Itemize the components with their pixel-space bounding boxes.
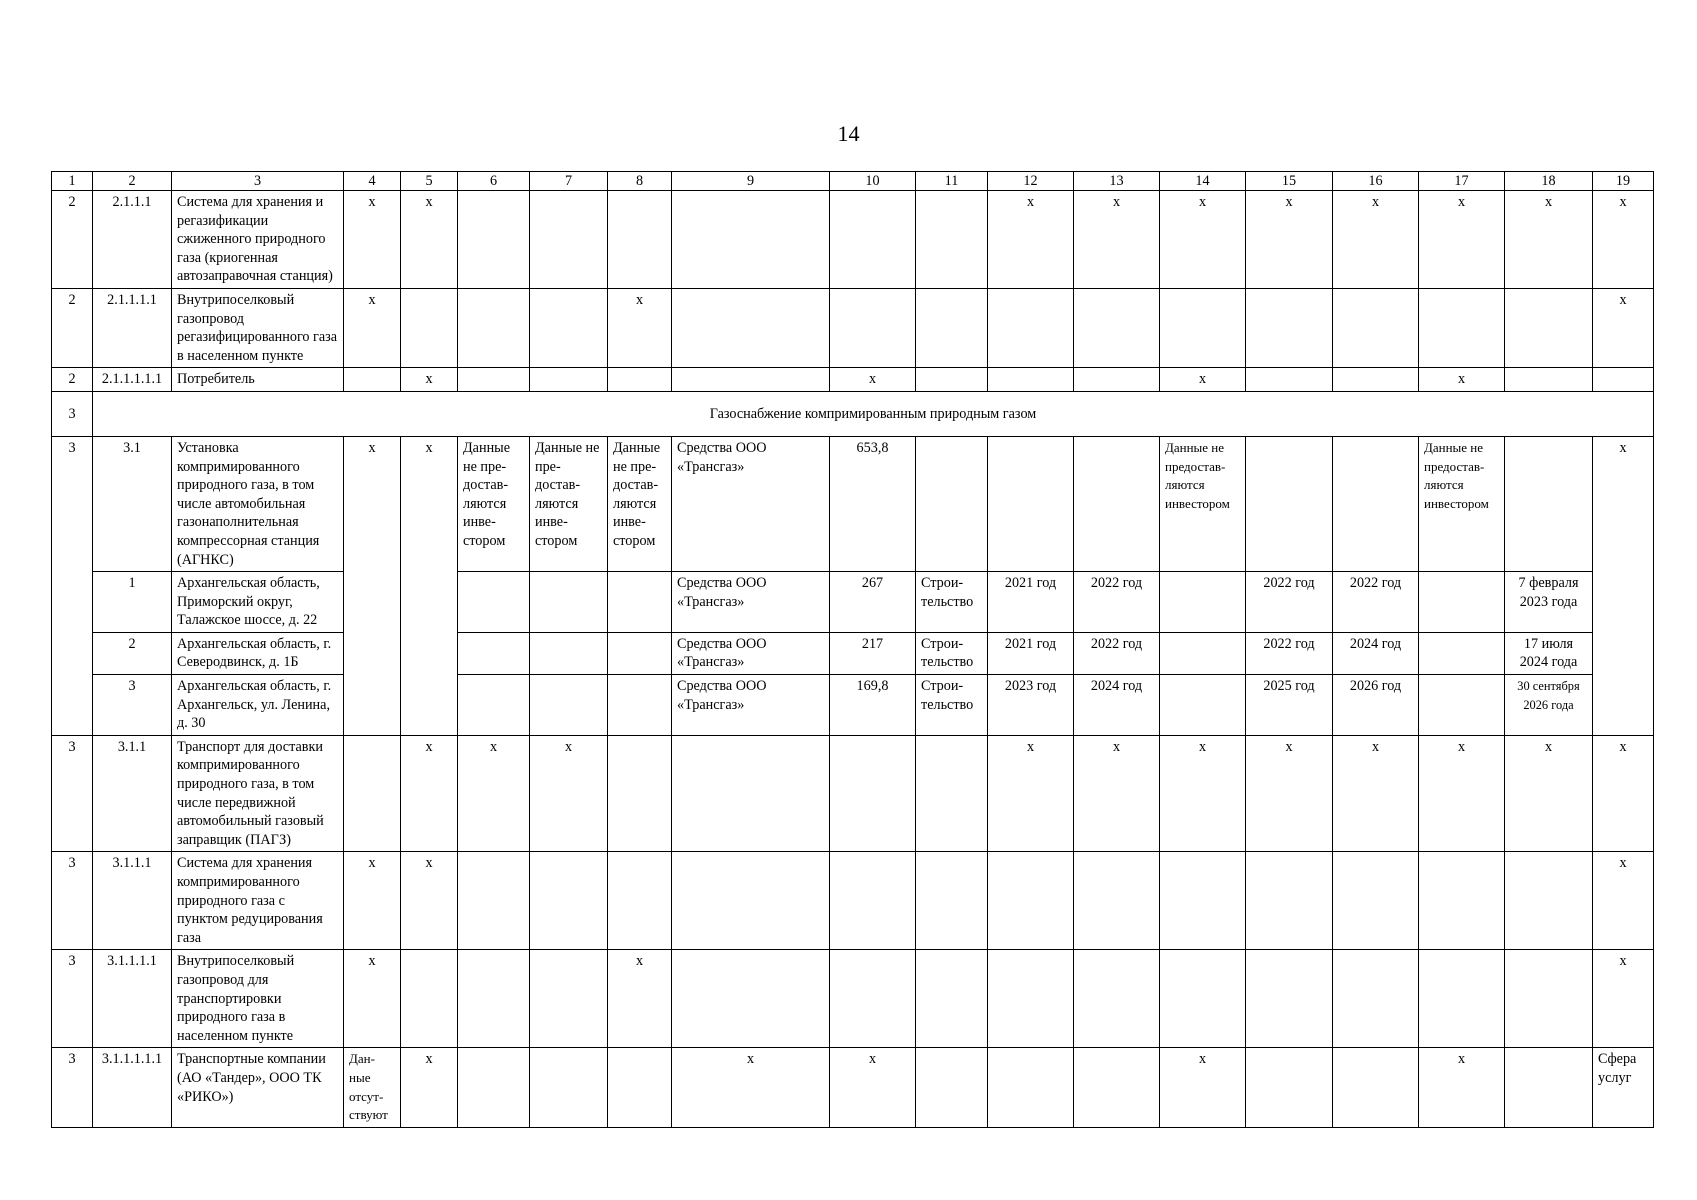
table-cell: х xyxy=(401,735,458,852)
table-cell xyxy=(1419,288,1505,367)
table-cell: х xyxy=(1160,368,1246,392)
table-cell: х xyxy=(1246,191,1333,289)
table-cell xyxy=(988,852,1074,950)
table-cell xyxy=(1333,1048,1419,1127)
table-cell: х xyxy=(608,288,672,367)
table-cell xyxy=(1246,288,1333,367)
table-cell xyxy=(530,950,608,1048)
table-cell: 217 xyxy=(830,632,916,674)
table-cell xyxy=(916,436,988,571)
table-cell xyxy=(916,852,988,950)
table-cell: х xyxy=(608,950,672,1048)
table-cell: Система для хранения и регазификации сжиженного природного газа (криогенная автозаправочная станция) xyxy=(172,191,344,289)
table-cell xyxy=(916,368,988,392)
data-table xyxy=(51,171,1654,1128)
table-cell: Средства ООО «Трансгаз» xyxy=(672,572,830,633)
table-cell xyxy=(344,368,401,392)
table-cell xyxy=(1160,632,1246,674)
table-cell xyxy=(530,191,608,289)
table-cell xyxy=(916,191,988,289)
page-number: 14 xyxy=(837,121,860,146)
table-cell xyxy=(1074,436,1160,571)
section-row xyxy=(52,391,1654,436)
table-cell: 2.1.1.1.1 xyxy=(93,288,172,367)
table-cell: Средства ООО «Трансгаз» xyxy=(672,632,830,674)
table-cell: 3 xyxy=(93,675,172,736)
column-header: 6 xyxy=(458,172,530,191)
table-cell xyxy=(530,368,608,392)
table-cell xyxy=(530,572,608,633)
table-cell: 3 xyxy=(52,391,93,436)
table-cell: х xyxy=(401,191,458,289)
table-cell xyxy=(916,950,988,1048)
table-cell: 3.1 xyxy=(93,436,172,571)
table-cell: х xyxy=(1160,735,1246,852)
column-header: 19 xyxy=(1593,172,1654,191)
table-cell: х xyxy=(1505,735,1593,852)
table-cell: 3.1.1.1.1.1 xyxy=(93,1048,172,1127)
table-cell xyxy=(608,632,672,674)
table-cell: 267 xyxy=(830,572,916,633)
table-cell: 2.1.1.1 xyxy=(93,191,172,289)
column-header: 3 xyxy=(172,172,344,191)
table-cell: 2.1.1.1.1.1 xyxy=(93,368,172,392)
table-cell: х xyxy=(1333,735,1419,852)
table-row xyxy=(52,950,1654,1048)
table-cell xyxy=(1160,852,1246,950)
table-cell: 2022 год xyxy=(1074,572,1160,633)
table-cell: Данные не предостав-ляются инвестором xyxy=(1419,436,1505,571)
table-cell: х xyxy=(344,950,401,1048)
table-cell: Дан-ные отсут-ствуют xyxy=(344,1048,401,1127)
table-cell: х xyxy=(1593,436,1654,735)
table-cell: х xyxy=(530,735,608,852)
table-cell xyxy=(1419,632,1505,674)
column-header: 7 xyxy=(530,172,608,191)
table-cell xyxy=(458,675,530,736)
table-cell: 2022 год xyxy=(1333,572,1419,633)
table-cell: 7 февраля 2023 года xyxy=(1505,572,1593,633)
table-cell: х xyxy=(1505,191,1593,289)
table-cell: х xyxy=(401,436,458,735)
table-cell: Транспорт для доставки компримированного природного газа, в том числе передвижной автомобильный газовый заправщик (ПАГЗ) xyxy=(172,735,344,852)
table-cell xyxy=(1505,436,1593,571)
table-cell xyxy=(1074,950,1160,1048)
table-cell: Строи-тельство xyxy=(916,675,988,736)
table-cell xyxy=(530,675,608,736)
table-cell: 2024 год xyxy=(1074,675,1160,736)
table-cell: 2 xyxy=(52,368,93,392)
table-cell: Транспортные компании (АО «Тандер», ООО ТК «РИКО») xyxy=(172,1048,344,1127)
table-cell xyxy=(988,288,1074,367)
column-header: 10 xyxy=(830,172,916,191)
table-cell xyxy=(1593,368,1654,392)
table-cell: 3 xyxy=(52,735,93,852)
table-cell xyxy=(1505,852,1593,950)
table-cell xyxy=(1333,288,1419,367)
table-cell: Архангельская область, Приморский округ, Талажское шоссе, д. 22 xyxy=(172,572,344,633)
table-cell xyxy=(988,368,1074,392)
table-cell xyxy=(1505,950,1593,1048)
table-cell: 3.1.1.1.1 xyxy=(93,950,172,1048)
table-cell: х xyxy=(1593,288,1654,367)
table-cell: Внутрипоселковый газопровод для транспортировки природного газа в населенном пункте xyxy=(172,950,344,1048)
table-cell: х xyxy=(1419,191,1505,289)
table-cell: Архангельская область, г. Северодвинск, д. 1Б xyxy=(172,632,344,674)
table-cell: х xyxy=(988,191,1074,289)
table-cell xyxy=(672,368,830,392)
table-cell: 3 xyxy=(52,1048,93,1127)
table-cell xyxy=(988,950,1074,1048)
table-cell: 3.1.1 xyxy=(93,735,172,852)
table-cell: х xyxy=(1419,735,1505,852)
table-cell xyxy=(830,191,916,289)
table-cell xyxy=(1505,288,1593,367)
table-cell: 30 сентября 2026 года xyxy=(1505,675,1593,736)
column-header: 13 xyxy=(1074,172,1160,191)
table-cell xyxy=(672,191,830,289)
table-cell xyxy=(916,288,988,367)
column-header: 14 xyxy=(1160,172,1246,191)
table-cell: х xyxy=(1593,852,1654,950)
table-cell xyxy=(916,1048,988,1127)
table-cell xyxy=(1160,950,1246,1048)
table-cell xyxy=(608,191,672,289)
table-cell: 2023 год xyxy=(988,675,1074,736)
column-header: 16 xyxy=(1333,172,1419,191)
table-cell xyxy=(1160,572,1246,633)
table-cell: Строи-тельство xyxy=(916,632,988,674)
table-cell xyxy=(672,288,830,367)
table-cell: Средства ООО «Трансгаз» xyxy=(672,436,830,571)
table-cell xyxy=(988,1048,1074,1127)
table-row xyxy=(52,735,1654,852)
table-cell xyxy=(1333,368,1419,392)
table-cell xyxy=(1333,436,1419,571)
table-cell xyxy=(530,852,608,950)
table-cell: х xyxy=(830,368,916,392)
table-cell xyxy=(401,288,458,367)
table-cell: 3 xyxy=(52,950,93,1048)
table-cell: 653,8 xyxy=(830,436,916,571)
table-cell: х xyxy=(988,735,1074,852)
column-number-row xyxy=(52,172,1654,191)
table-cell xyxy=(830,950,916,1048)
table-cell xyxy=(530,288,608,367)
table-cell: х xyxy=(1160,1048,1246,1127)
table-cell xyxy=(672,852,830,950)
table-cell: х xyxy=(344,436,401,735)
table-cell: х xyxy=(1074,735,1160,852)
table-cell xyxy=(1074,1048,1160,1127)
table-cell xyxy=(1074,288,1160,367)
table-cell: 2 xyxy=(52,288,93,367)
table-cell xyxy=(458,288,530,367)
table-row xyxy=(52,632,1654,674)
table-cell xyxy=(988,436,1074,571)
table-cell xyxy=(608,1048,672,1127)
table-cell: Внутрипоселковый газопровод регазифицированного газа в населенном пункте xyxy=(172,288,344,367)
table-cell: х xyxy=(830,1048,916,1127)
table-row xyxy=(52,368,1654,392)
table-cell: х xyxy=(1074,191,1160,289)
table-cell: х xyxy=(1246,735,1333,852)
table-cell: 3 xyxy=(52,436,93,735)
column-header: 8 xyxy=(608,172,672,191)
table-cell xyxy=(458,572,530,633)
table-cell xyxy=(1505,368,1593,392)
table-cell: х xyxy=(401,1048,458,1127)
table-cell xyxy=(458,852,530,950)
table-cell: 2021 год xyxy=(988,572,1074,633)
table-cell xyxy=(458,191,530,289)
table-cell xyxy=(672,735,830,852)
table-cell xyxy=(401,950,458,1048)
table-cell: 2 xyxy=(52,191,93,289)
table-cell xyxy=(344,735,401,852)
column-header: 5 xyxy=(401,172,458,191)
table-row xyxy=(52,436,1654,571)
table-cell: Данные не предостав-ляются инвестором xyxy=(1160,436,1246,571)
table-cell: х xyxy=(1160,191,1246,289)
table-cell: х xyxy=(1593,735,1654,852)
table-cell: Данные не пре-достав-ляются инве-стором xyxy=(608,436,672,571)
table-cell: х xyxy=(1419,368,1505,392)
table-cell: Данные не пре-достав-ляются инве-стором xyxy=(458,436,530,571)
table-cell xyxy=(1419,572,1505,633)
table-cell: 2025 год xyxy=(1246,675,1333,736)
table-row xyxy=(52,191,1654,289)
column-header: 18 xyxy=(1505,172,1593,191)
table-cell xyxy=(608,675,672,736)
table-cell xyxy=(1333,852,1419,950)
table-cell: х xyxy=(672,1048,830,1127)
table-cell xyxy=(1246,368,1333,392)
table-cell: х xyxy=(344,191,401,289)
table-cell xyxy=(1246,436,1333,571)
table-cell xyxy=(672,950,830,1048)
table-cell: Система для хранения компримированного природного газа с пунктом редуцирования газа xyxy=(172,852,344,950)
table-cell xyxy=(1246,950,1333,1048)
table-cell: 2026 год xyxy=(1333,675,1419,736)
table-cell: 2022 год xyxy=(1074,632,1160,674)
table-cell: 1 xyxy=(93,572,172,633)
section-heading: Газоснабжение компримированным природным газом xyxy=(93,391,1654,436)
table-cell xyxy=(916,735,988,852)
table-cell xyxy=(1160,288,1246,367)
table-cell: 2022 год xyxy=(1246,632,1333,674)
table-row xyxy=(52,572,1654,633)
table-cell xyxy=(458,368,530,392)
table-cell: 2 xyxy=(93,632,172,674)
column-header: 17 xyxy=(1419,172,1505,191)
table-cell xyxy=(830,735,916,852)
table-cell xyxy=(608,735,672,852)
table-cell: х xyxy=(344,852,401,950)
table-cell xyxy=(530,1048,608,1127)
table-cell: х xyxy=(401,852,458,950)
table-cell: Потребитель xyxy=(172,368,344,392)
table-cell: х xyxy=(1593,950,1654,1048)
table-cell xyxy=(1419,675,1505,736)
column-header: 9 xyxy=(672,172,830,191)
table-row xyxy=(52,1048,1654,1127)
table-cell xyxy=(1333,950,1419,1048)
table-cell: 2022 год xyxy=(1246,572,1333,633)
table-cell: Сфера услуг xyxy=(1593,1048,1654,1127)
table-row xyxy=(52,852,1654,950)
table-row xyxy=(52,675,1654,736)
table-cell: 2024 год xyxy=(1333,632,1419,674)
table-cell xyxy=(1074,852,1160,950)
table-cell: х xyxy=(1419,1048,1505,1127)
table-cell: 17 июля 2024 года xyxy=(1505,632,1593,674)
table-cell: х xyxy=(458,735,530,852)
table-cell: х xyxy=(1333,191,1419,289)
table-cell xyxy=(1246,1048,1333,1127)
table-cell xyxy=(830,288,916,367)
table-cell: 3.1.1.1 xyxy=(93,852,172,950)
table-cell xyxy=(458,950,530,1048)
column-header: 4 xyxy=(344,172,401,191)
table-cell: Архангельская область, г. Архангельск, ул. Ленина, д. 30 xyxy=(172,675,344,736)
table-row xyxy=(52,288,1654,367)
table-cell: 3 xyxy=(52,852,93,950)
table-cell xyxy=(458,632,530,674)
table-cell xyxy=(608,368,672,392)
table-cell: х xyxy=(401,368,458,392)
table-cell xyxy=(1419,950,1505,1048)
column-header: 2 xyxy=(93,172,172,191)
table-cell xyxy=(830,852,916,950)
table-cell xyxy=(1505,1048,1593,1127)
column-header: 1 xyxy=(52,172,93,191)
table-cell: Средства ООО «Трансгаз» xyxy=(672,675,830,736)
table-cell: Строи-тельство xyxy=(916,572,988,633)
table-cell xyxy=(1246,852,1333,950)
column-header: 15 xyxy=(1246,172,1333,191)
table-cell xyxy=(458,1048,530,1127)
table-cell xyxy=(530,632,608,674)
table-cell xyxy=(1419,852,1505,950)
table-cell xyxy=(608,572,672,633)
column-header: 11 xyxy=(916,172,988,191)
table-cell: 2021 год xyxy=(988,632,1074,674)
table-cell xyxy=(1160,675,1246,736)
column-header: 12 xyxy=(988,172,1074,191)
table-cell: х xyxy=(344,288,401,367)
table-cell: х xyxy=(1593,191,1654,289)
table-cell: Данные не пре-достав-ляются инве-стором xyxy=(530,436,608,571)
table-cell: 169,8 xyxy=(830,675,916,736)
table-cell: Установка компримированного природного газа, в том числе автомобильная газонаполнительная компрессорная станция (АГНКС) xyxy=(172,436,344,571)
table-cell xyxy=(608,852,672,950)
table-cell xyxy=(1074,368,1160,392)
